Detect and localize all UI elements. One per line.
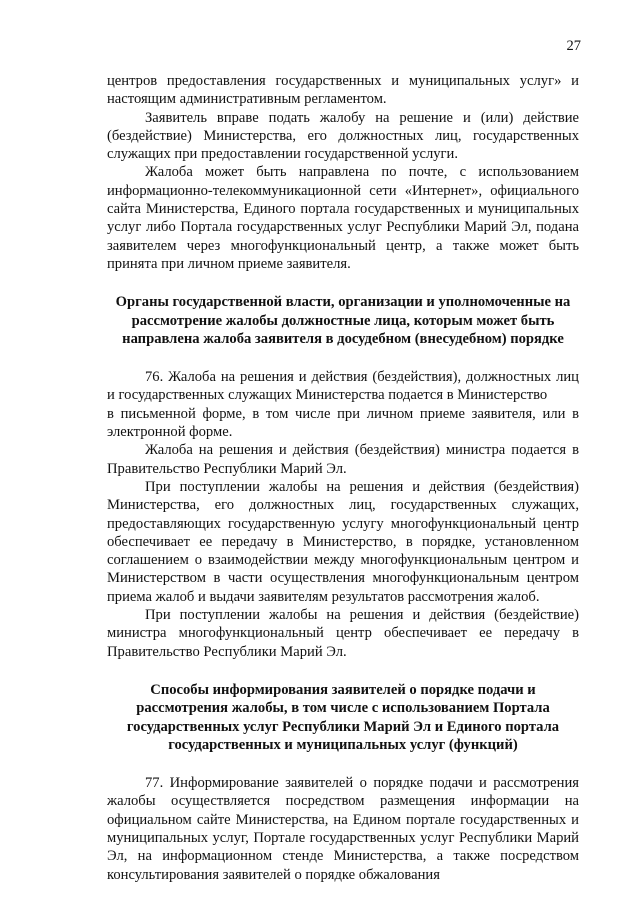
- paragraph: Жалоба на решения и действия (бездействия) министра подается в Правительство Республики Марий Эл.: [107, 442, 579, 477]
- paragraph: При поступлении жалобы на решения и действия (бездействие) министра многофункциональный центр обеспечивает ее передачу в Правительство Республики Марий Эл.: [107, 607, 579, 660]
- paragraph: в письменной форме, в том числе при личном приеме заявителя, или в электронной форме.: [107, 405, 579, 441]
- paragraph: центров предоставления государственных и муниципальных услуг» и настоящим административным регламентом.: [107, 73, 579, 108]
- document-body: [107, 72, 579, 884]
- paragraph: Заявитель вправе подать жалобу на решение и (или) действие (бездействие) Министерства, его должностных лиц, государственных служащих при предоставлении государственной услуги.: [107, 109, 579, 163]
- paragraph: При поступлении жалобы на решения и действия (бездействия) Министерства, его должностных лиц, государственных служащих, предоставляющих государственную услугу многофункциональный центр обеспечивает ее передачу в Министерство, в порядке, установленном соглашением о взаимодействии между многофункциональным центром и Министерством в части осуществления многофункциональным центром приема жалоб и выдачи заявителям результатов рассмотрения жалоб.: [107, 478, 579, 605]
- paragraph: Жалоба может быть направлена по почте, с использованием информационно-телекоммуникационной сети «Интернет», официального сайта Министерства, Единого портала государственных и муниципальных услуг либо Портала государственных услуг Республики Марий Эл, подана заявителем через многофункциональный центр, а также может быть принята при личном приеме заявителя.: [107, 164, 579, 272]
- section-heading: Органы государственной власти, организации и уполномоченные на рассмотрение жалобы должностные лица, которым может быть направлена жалоба заявителя в досудебном (внесудебном) порядке: [115, 294, 571, 347]
- section-heading: Способы информирования заявителей о порядке подачи и рассмотрения жалобы, в том числе с использованием Портала государственных услуг Республики Марий Эл и Единого портала государственных и муниципальных услуг (функций): [126, 681, 560, 753]
- page-number: 27: [566, 38, 581, 54]
- paragraph: 76. Жалоба на решения и действия (бездействия), должностных лиц и государственных служащих Министерства подается в Министерство: [107, 369, 579, 404]
- paragraph: 77. Информирование заявителей о порядке подачи и рассмотрения жалобы осуществляется посредством размещения информации на официальном сайте Министерства, на Едином портале государственных и муниципальных услуг, Портале государственных услуг Республики Марий Эл, на информационном стенде Министерства, а также посредством консультирования заявителей о порядке обжалования: [107, 775, 579, 883]
